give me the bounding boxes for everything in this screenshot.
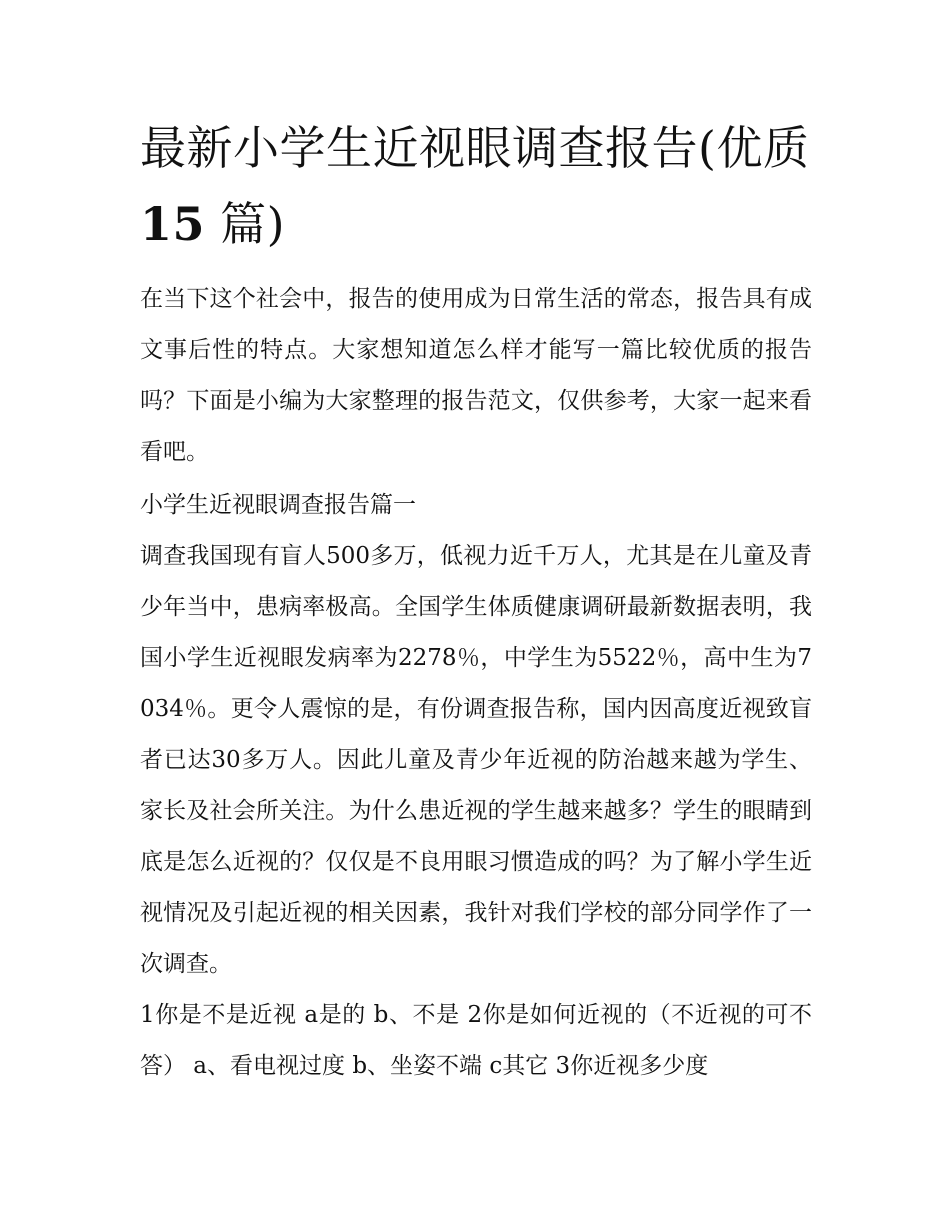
title-text-part2: 篇) (220, 197, 286, 251)
body-paragraph-1: 调查我国现有盲人500多万，低视力近千万人，尤其是在儿童及青少年当中，患病率极高。全国学生体质健康调研最新数据表明，我国小学生近视眼发病率为2278％，中学生为5522％，高中生为7034％。更令人震惊的是，有份调查报告称，国内因高度近视致盲者已达30多万人。因此儿童及青少年近视的防治越来越为学生、家长及社会所关注。为什么患近视的学生越来越多？学生的眼睛到底是怎么近视的？仅仅是不良用眼习惯造成的吗？为了解小学生近视情况及引起近视的相关因素，我针对我们学校的部分同学作了一次调查。 (140, 543, 812, 977)
body-paragraph-2: 1你是不是近视 a是的 b、不是 2你是如何近视的（不近视的可不答） a、看电视过度 b、坐姿不端 c其它 3你近视多少度 (140, 1002, 812, 1079)
section-heading: 小学生近视眼调查报告篇一 (140, 492, 416, 518)
document-content (140, 110, 812, 1092)
document-title (140, 110, 812, 262)
intro-paragraph: 在当下这个社会中，报告的使用成为日常生活的常态，报告具有成文事后性的特点。大家想知道怎么样才能写一篇比较优质的报告吗？下面是小编为大家整理的报告范文，仅供参考，大家一起来看看吧。 (140, 286, 812, 465)
title-number: 15 (140, 197, 206, 251)
title-text-part1: 最新小学生近视眼调查报告(优质 (140, 121, 810, 175)
